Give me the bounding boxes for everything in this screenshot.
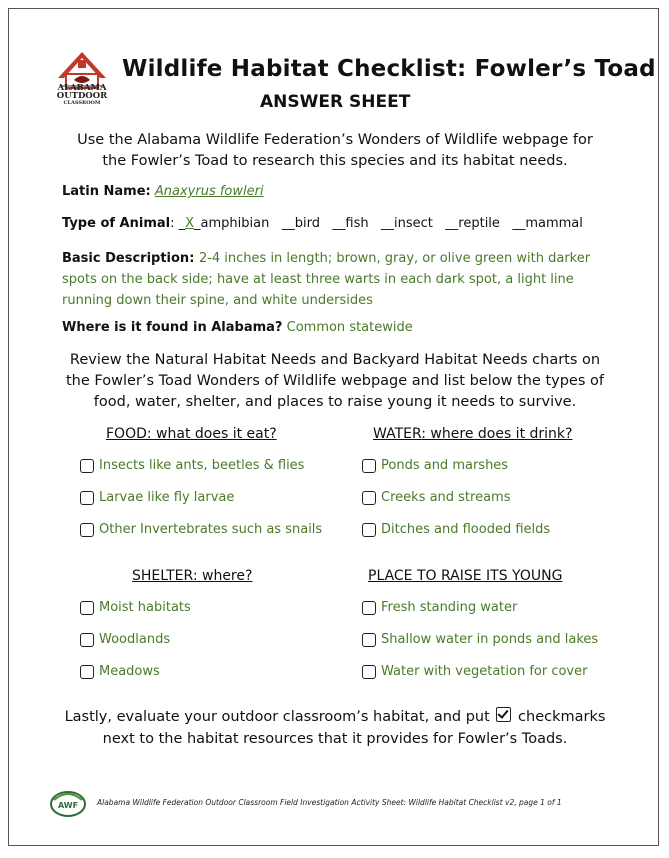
food-item[interactable]: Insects like ants, beetles & flies xyxy=(80,458,304,473)
checkbox[interactable] xyxy=(80,523,94,537)
checkbox[interactable] xyxy=(80,459,94,473)
logo-text: ALABAMA OUTDOOR CLASSROOM xyxy=(56,83,108,106)
latin-name-value: Anaxyrus fowleri xyxy=(154,184,264,199)
water-item[interactable]: Ditches and flooded fields xyxy=(362,522,550,537)
description-label: Basic Description xyxy=(62,251,190,266)
checkbox[interactable] xyxy=(362,601,376,615)
location-label: Where is it found in Alabama? xyxy=(62,320,283,335)
checkbox[interactable] xyxy=(362,459,376,473)
checkbox[interactable] xyxy=(362,523,376,537)
footer-text: Alabama Wildlife Federation Outdoor Classroom Field Investigation Activity Sheet: Wildlife Habitat Checklist v2, page 1 of 1 xyxy=(97,798,562,807)
awf-logo-icon xyxy=(48,790,88,818)
young-item[interactable]: Shallow water in ponds and lakes xyxy=(362,632,598,647)
checkbox[interactable] xyxy=(80,665,94,679)
water-heading: WATER: where does it drink? xyxy=(373,426,573,442)
food-item[interactable]: Larvae like fly larvae xyxy=(80,490,234,505)
description-field: Basic Description: 2-4 inches in length; brown, gray, or olive green with darker spots on the back side; have at least three warts in each dark spot, a light line running down their spine, and white undersides xyxy=(62,251,591,308)
checkbox[interactable] xyxy=(362,491,376,505)
checkbox[interactable] xyxy=(80,491,94,505)
water-item[interactable]: Creeks and streams xyxy=(362,490,511,505)
checkbox[interactable] xyxy=(80,601,94,615)
review-instructions: Review the Natural Habitat Needs and Backyard Habitat Needs charts on the Fowler’s Toad Wonders of Wildlife webpage and list below the types of food, water, shelter, and places to raise young it needs to survive. xyxy=(66,352,604,410)
shelter-heading: SHELTER: where? xyxy=(132,568,253,584)
latin-name-field: Latin Name: Anaxyrus fowleri xyxy=(62,184,264,199)
closing-instructions: Lastly, evaluate your outdoor classroom’s habitat, and put checkmarks next to the habitat resources that it provides for Fowler’s Toads. xyxy=(64,709,606,747)
option-mammal: mammal xyxy=(525,216,583,231)
checkbox[interactable] xyxy=(80,633,94,647)
checkmark-icon xyxy=(496,707,511,722)
option-insect: insect xyxy=(394,216,433,231)
animal-type-label: Type of Animal xyxy=(62,216,171,231)
shelter-item[interactable]: Meadows xyxy=(80,664,160,679)
animal-type-field: Type of Animal: _X_amphibian __bird __fish __insect __reptile __mammal xyxy=(62,216,583,231)
option-fish: fish xyxy=(345,216,369,231)
young-item[interactable]: Water with vegetation for cover xyxy=(362,664,587,679)
page-title: Wildlife Habitat Checklist: Fowler’s Toad xyxy=(122,56,656,82)
location-value: Common statewide xyxy=(286,320,413,335)
shelter-item[interactable]: Moist habitats xyxy=(80,600,191,615)
animal-type-mark: X xyxy=(185,216,195,231)
description-value: 2-4 inches in length; brown, gray, or olive green with darker spots on the back side; have at least three warts in each dark spot, a light line running down their spine, and white undersides xyxy=(62,251,591,308)
option-amphibian: amphibian xyxy=(200,216,270,231)
latin-name-label: Latin Name xyxy=(62,184,146,199)
food-item[interactable]: Other Invertebrates such as snails xyxy=(80,522,322,537)
intro-text: Use the Alabama Wildlife Federation’s Wonders of Wildlife webpage for the Fowler’s Toad to research this species and its habitat needs. xyxy=(77,132,593,169)
checkbox[interactable] xyxy=(362,665,376,679)
option-bird: bird xyxy=(294,216,320,231)
water-item[interactable]: Ponds and marshes xyxy=(362,458,508,473)
checkbox[interactable] xyxy=(362,633,376,647)
option-reptile: reptile xyxy=(458,216,500,231)
location-field xyxy=(62,320,413,335)
food-heading: FOOD: what does it eat? xyxy=(106,426,277,442)
svg-text:AWF: AWF xyxy=(57,801,79,810)
page-subtitle: ANSWER SHEET xyxy=(260,92,411,112)
shelter-item[interactable]: Woodlands xyxy=(80,632,170,647)
young-item[interactable]: Fresh standing water xyxy=(362,600,517,615)
young-heading: PLACE TO RAISE ITS YOUNG xyxy=(368,568,563,584)
